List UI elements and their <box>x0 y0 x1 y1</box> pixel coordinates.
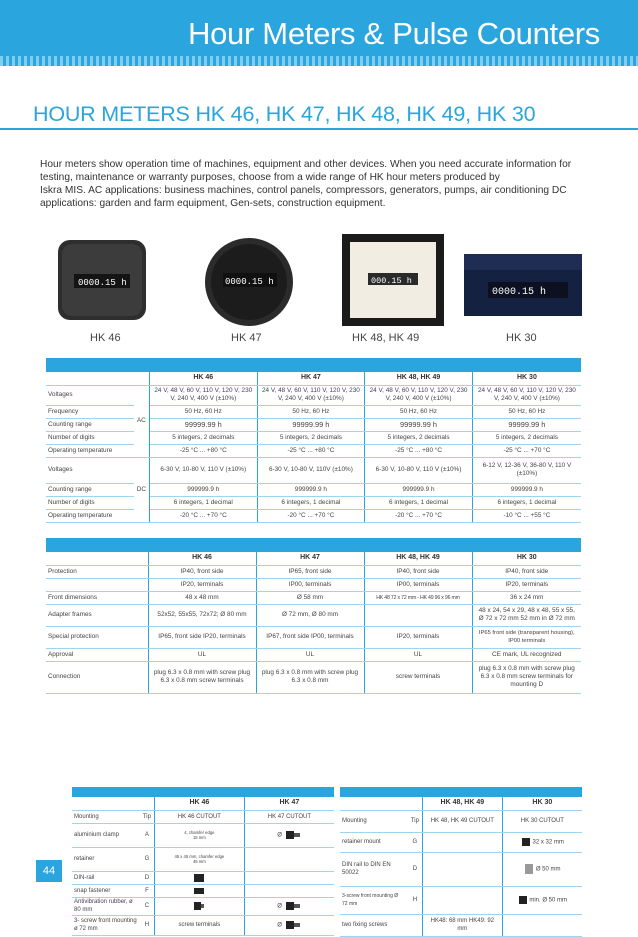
table-cell: 50 Hz, 60 Hz <box>149 405 257 418</box>
din-rail-icon <box>524 863 534 875</box>
table-row <box>72 847 334 871</box>
table-row <box>72 884 334 897</box>
col-header: HK 46 <box>149 372 257 385</box>
table-row <box>340 914 582 936</box>
table-cell: -25 °C ... +80 °C <box>149 444 257 457</box>
table-cell: 6 integers, 1 decimal <box>257 496 365 509</box>
table-row <box>340 810 582 832</box>
table-cell: screw terminals <box>364 661 472 693</box>
table-cell: CE mark, UL recognized <box>472 648 581 661</box>
cutout-label: HK 30 CUTOUT <box>502 810 582 832</box>
row-label: Operating temperature <box>46 444 134 457</box>
table-cell <box>244 847 334 871</box>
table-row <box>46 661 581 693</box>
col-header: HK 48, HK 49 <box>365 372 473 385</box>
banner-stripes <box>0 56 638 66</box>
table-cell: 99999.99 h <box>257 418 365 431</box>
tip-code: A <box>140 823 155 847</box>
table-row <box>340 832 582 852</box>
table-cell: 999999.9 h <box>149 483 257 496</box>
product-label-hk48-hk49: HK 48, HK 49 <box>352 332 420 344</box>
page-title: Hour Meters & Pulse Counters <box>188 16 600 51</box>
table-cell: IP20, terminals <box>364 626 472 648</box>
table-cell: Ø 58 mm <box>256 591 364 604</box>
cutout-label: HK 47 CUTOUT <box>244 810 334 823</box>
mounting-table-hk46-hk47 <box>72 787 334 936</box>
col-header: HK 47 <box>244 797 334 810</box>
table-cell <box>244 871 334 884</box>
table-cell <box>364 604 472 626</box>
table-cell: 24 V, 48 V, 60 V, 110 V, 120 V, 230 V, 240 V, 400 V (±10%) <box>472 385 581 405</box>
section-rule <box>0 128 638 130</box>
table-row <box>46 444 581 457</box>
section-title: HOUR METERS HK 46, HK 47, HK 48, HK 49, HK 30 <box>33 102 536 126</box>
table-cell: IP65 front side (transparent housing), IP00 terminals <box>472 626 581 648</box>
table-cell: UL <box>364 648 472 661</box>
tip-code: G <box>408 832 423 852</box>
row-label: DIN-rail <box>72 871 140 884</box>
table-row <box>46 565 581 578</box>
table-row <box>72 823 334 847</box>
row-label: retainer mount <box>340 832 408 852</box>
tip-label: Tip <box>408 810 423 832</box>
col-header: HK 48, HK 49 <box>422 797 502 810</box>
table-cell: 6 integers, 1 decimal <box>365 496 473 509</box>
table-cell: 6-30 V, 10-80 V, 110 V (±10%) <box>149 457 257 483</box>
table-cell <box>154 847 244 871</box>
table-row <box>46 385 581 405</box>
table-row <box>72 797 334 810</box>
table-cell: UL <box>148 648 256 661</box>
cutout-label: HK 46 CUTOUT <box>154 810 244 823</box>
table-cell: 999999.9 h <box>472 483 581 496</box>
cell-value: min. Ø 50 mm <box>529 897 568 904</box>
table-cell: 24 V, 48 V, 60 V, 110 V, 120 V, 230 V, 240 V, 400 V (±10%) <box>365 385 473 405</box>
col-header: HK 30 <box>502 797 582 810</box>
table-cell <box>422 852 502 886</box>
tip-code <box>408 914 423 936</box>
cell-note: 45 mm <box>192 859 206 864</box>
table-row <box>340 852 582 886</box>
table-cell <box>502 832 582 852</box>
row-label: aluminium clamp <box>72 823 140 847</box>
table-cell: 99999.99 h <box>472 418 581 431</box>
table-cell: 999999.9 h <box>365 483 473 496</box>
table-cell: 50 Hz, 60 Hz <box>365 405 473 418</box>
table-row <box>72 915 334 935</box>
table-cell: 50 Hz, 60 Hz <box>472 405 581 418</box>
intro-line: Iskra MIS. AC applications: business machines, control panels, compressors, generators, pumps, air conditioning DC <box>40 185 567 196</box>
table-row <box>46 509 581 522</box>
tip-code: D <box>408 852 423 886</box>
table-cell <box>502 852 582 886</box>
din-rail-icon <box>193 873 205 883</box>
mechanical-specs-table <box>46 538 581 694</box>
col-header: HK 48, HK 49 <box>364 552 472 565</box>
table-row <box>340 886 582 914</box>
table-row <box>340 797 582 810</box>
table-cell: -10 °C ... +55 °C <box>472 509 581 522</box>
table-cell <box>154 823 244 847</box>
tip-code: H <box>408 886 423 914</box>
table-header-bar <box>46 358 581 372</box>
table-cell: -20 °C ... +70 °C <box>365 509 473 522</box>
table-cell: IP20, terminals <box>472 578 581 591</box>
table-cell: 50 Hz, 60 Hz <box>257 405 365 418</box>
table-row <box>46 604 581 626</box>
table-cell <box>422 832 502 852</box>
table-row <box>46 405 581 418</box>
row-label: Special protection <box>46 626 148 648</box>
table-row <box>46 457 581 483</box>
table-cell: HK48: 68 mm HK49: 92 mm <box>422 914 502 936</box>
table-cell: plug 6.3 x 0.8 mm with screw plug 6.3 x 0.8 mm screw terminals for mounting D <box>472 661 581 693</box>
product-photos <box>0 224 638 334</box>
table-cell: -25 °C ... +80 °C <box>365 444 473 457</box>
table-header-bar <box>340 787 582 797</box>
mounting-table-hk48-hk30 <box>340 787 582 937</box>
table-cell: -20 °C ... +70 °C <box>257 509 365 522</box>
tip-label: Tip <box>140 810 155 823</box>
table-row <box>46 483 581 496</box>
table-cell: plug 6.3 x 0.8 mm with screw plug 6.3 x 0.8 mm <box>256 661 364 693</box>
table-cell <box>154 884 244 897</box>
row-label: Frequency <box>46 405 134 418</box>
table-cell: IP00, terminals <box>256 578 364 591</box>
intro-paragraph <box>40 158 600 210</box>
table-cell: IP65, front side <box>256 565 364 578</box>
table-header-bar <box>72 787 334 797</box>
table-row <box>46 626 581 648</box>
table-cell: UL <box>256 648 364 661</box>
product-label-hk30: HK 30 <box>506 332 537 344</box>
intro-line: Hour meters show operation time of machines, equipment and other devices. When you need accurate information for <box>40 159 572 170</box>
dc-label: DC <box>134 457 150 522</box>
row-label: Number of digits <box>46 431 134 444</box>
row-label: Operating temperature <box>46 509 134 522</box>
hk30-image <box>460 244 590 324</box>
cell-note: 45 x 45 mm, chamfer edge <box>174 854 225 859</box>
table-cell: 99999.99 h <box>365 418 473 431</box>
table-row <box>72 897 334 915</box>
svg-text:000.15 h: 000.15 h <box>371 276 412 286</box>
cell-value: Ø 50 mm <box>535 866 561 873</box>
row-label: Approval <box>46 648 148 661</box>
row-label: Adapter frames <box>46 604 148 626</box>
cell-value: 32 x 32 mm <box>532 839 564 846</box>
row-label: two fixing screws <box>340 914 408 936</box>
table-cell: IP40, front side <box>364 565 472 578</box>
table-cell: IP67, front side IP00, terminals <box>256 626 364 648</box>
table-cell: 99999.99 h <box>149 418 257 431</box>
tip-code: F <box>140 884 155 897</box>
table-header-bar <box>46 538 581 552</box>
row-label <box>46 578 148 591</box>
product-label-hk47: HK 47 <box>231 332 262 344</box>
table-cell: screw terminals <box>154 915 244 935</box>
table-cell: IP40, front side <box>148 565 256 578</box>
row-label: Antivibration rubber, ø 80 mm <box>72 897 140 915</box>
svg-text:0000.15 h: 0000.15 h <box>492 287 547 298</box>
row-label: Protection <box>46 565 148 578</box>
row-label: DIN rail to DIN EN 50022 <box>340 852 408 886</box>
hk46-image <box>52 236 152 328</box>
table-row <box>46 431 581 444</box>
table-cell: 6-30 V, 10-80 V, 110 V (±10%) <box>365 457 473 483</box>
table-row <box>46 591 581 604</box>
table-cell <box>422 886 502 914</box>
table-cell <box>244 897 334 915</box>
table-row <box>46 648 581 661</box>
col-header: HK 30 <box>472 552 581 565</box>
table-cell: IP40, front side <box>472 565 581 578</box>
hk47-image <box>197 232 301 330</box>
row-label: Voltages <box>46 457 134 483</box>
tip-code: D <box>140 871 155 884</box>
row-label: Front dimensions <box>46 591 148 604</box>
table-row <box>46 552 581 565</box>
table-cell: 24 V, 48 V, 60 V, 110 V, 120 V, 230 V, 240 V, 400 V (±10%) <box>257 385 365 405</box>
table-cell: 52x52, 55x55, 72x72; Ø 80 mm <box>148 604 256 626</box>
table-cell: 24 V, 48 V, 60 V, 110 V, 120 V, 230 V, 240 V, 400 V (±10%) <box>149 385 257 405</box>
intro-line: testing, maintenance or warranty purposes, choose from a wide range of HK hour meters produced by <box>40 172 500 183</box>
table-row <box>46 578 581 591</box>
diameter-symbol: Ø <box>277 922 282 929</box>
row-label: 3-screw front mounting Ø 72 mm <box>340 886 408 914</box>
cell-note: 15 mm <box>192 835 206 840</box>
table-cell <box>502 914 582 936</box>
table-cell: 36 x 24 mm <box>472 591 581 604</box>
snap-fastener-icon <box>193 886 205 896</box>
table-cell: -20 °C ... +70 °C <box>149 509 257 522</box>
table-cell: 5 integers, 2 decimals <box>257 431 365 444</box>
table-cell: IP00, terminals <box>364 578 472 591</box>
table-cell: 6 integers, 1 decimal <box>472 496 581 509</box>
table-cell: 999999.9 h <box>257 483 365 496</box>
table-cell: Ø 72 mm, Ø 80 mm <box>256 604 364 626</box>
tip-code: G <box>140 847 155 871</box>
svg-text:0000.15 h: 0000.15 h <box>78 278 127 288</box>
svg-text:0000.15 h: 0000.15 h <box>225 277 274 287</box>
table-cell: 6-30 V, 10-80 V, 110V (±10%) <box>257 457 365 483</box>
cell-note: 4, chamfer edge <box>184 830 215 835</box>
mounting-label: Mounting <box>340 810 408 832</box>
row-label: Voltages <box>46 385 134 405</box>
tip-code: H <box>140 915 155 935</box>
row-label: Counting range <box>46 483 134 496</box>
row-label: Number of digits <box>46 496 134 509</box>
table-row <box>72 810 334 823</box>
hk48-image <box>338 230 448 330</box>
table-cell <box>244 884 334 897</box>
table-cell: 6-12 V, 12-36 V, 36-80 V, 110 V (±10%) <box>472 457 581 483</box>
table-cell: 48 x 24, 54 x 29, 48 x 48, 55 x 55, Ø 72 x 72 mm 52 mm in Ø 72 mm <box>472 604 581 626</box>
ac-label: AC <box>134 385 150 457</box>
product-label-hk46: HK 46 <box>90 332 121 344</box>
col-header: HK 47 <box>256 552 364 565</box>
screw-mount-icon <box>284 920 302 930</box>
col-header: HK 47 <box>257 372 365 385</box>
table-cell <box>244 915 334 935</box>
retainer-icon <box>521 837 531 847</box>
diameter-symbol: Ø <box>277 903 282 910</box>
front-mount-icon <box>518 895 528 905</box>
table-cell <box>502 886 582 914</box>
mounting-label: Mounting <box>72 810 140 823</box>
table-row <box>46 418 581 431</box>
table-cell: -25 °C ... +70 °C <box>472 444 581 457</box>
table-cell: 48 x 48 mm <box>148 591 256 604</box>
table-row <box>46 496 581 509</box>
table-row <box>46 372 581 385</box>
table-cell: 6 integers, 1 decimal <box>149 496 257 509</box>
table-cell: IP20, terminals <box>148 578 256 591</box>
diameter-symbol: Ø <box>277 832 282 839</box>
table-row <box>72 871 334 884</box>
clamp-icon <box>284 830 302 840</box>
col-header: HK 30 <box>472 372 581 385</box>
row-label: retainer <box>72 847 140 871</box>
col-header: HK 46 <box>148 552 256 565</box>
row-label: 3- screw front mounting ø 72 mm <box>72 915 140 935</box>
row-label: snap fastener <box>72 884 140 897</box>
page-number: 44 <box>36 860 62 882</box>
tip-code: C <box>140 897 155 915</box>
table-cell <box>154 897 244 915</box>
cutout-label: HK 48, HK 49 CUTOUT <box>422 810 502 832</box>
row-label: Counting range <box>46 418 134 431</box>
table-cell: 5 integers, 2 decimals <box>472 431 581 444</box>
table-cell: plug 6.3 x 0.8 mm with screw plug 6.3 x 0.8 mm screw terminals <box>148 661 256 693</box>
col-header: HK 46 <box>154 797 244 810</box>
table-cell: HK 48 72 x 72 mm - HK 49 96 x 96 mm <box>364 591 472 604</box>
title-banner <box>0 0 638 66</box>
table-cell: IP65, front side IP20, terminals <box>148 626 256 648</box>
table-cell <box>154 871 244 884</box>
table-cell: 5 integers, 2 decimals <box>365 431 473 444</box>
row-label: Connection <box>46 661 148 693</box>
table-cell <box>244 823 334 847</box>
intro-line: applications: garden and farm equipment, Gen-sets, construction equipment. <box>40 198 386 209</box>
table-cell: 5 integers, 2 decimals <box>149 431 257 444</box>
table-cell: -25 °C ... +80 °C <box>257 444 365 457</box>
electrical-specs-table <box>46 358 581 523</box>
